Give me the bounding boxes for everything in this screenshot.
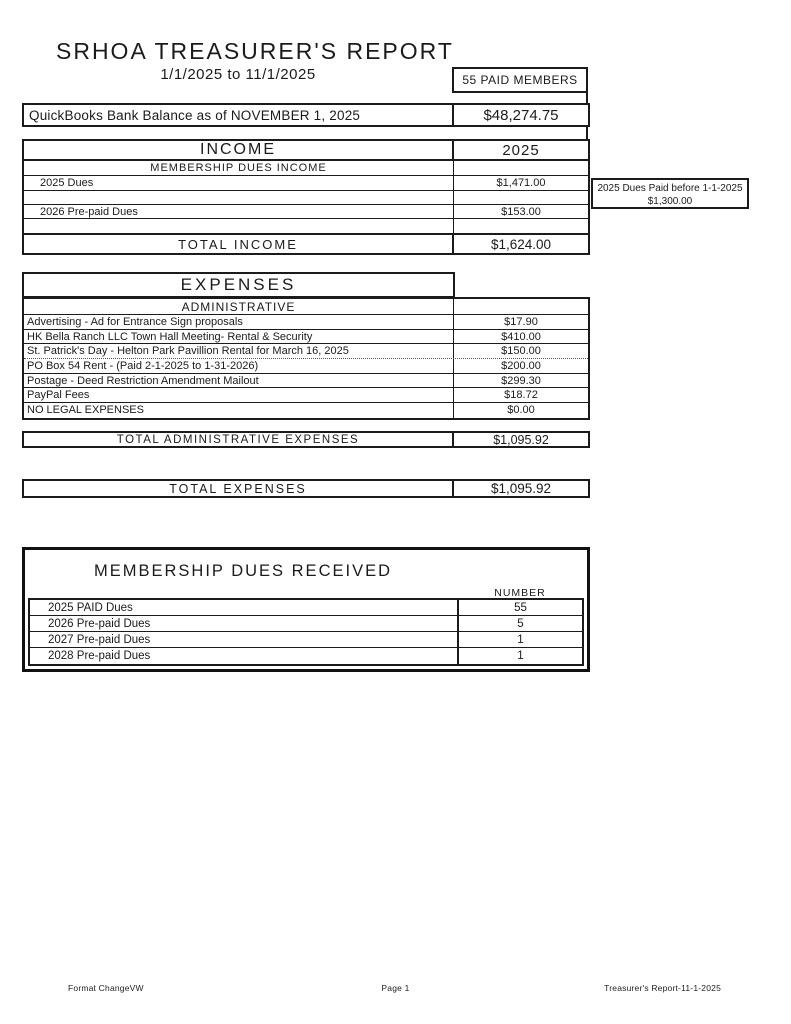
dues-row (30, 616, 582, 632)
total-income-row (24, 233, 588, 253)
footer-page-number: Page 1 (381, 983, 410, 993)
expense-value: $150.00 (501, 345, 541, 358)
date-range: 1/1/2025 to 11/1/2025 (160, 66, 316, 83)
expense-label: St. Patrick's Day - Helton Park Pavillion Rental for March 16, 2025 (24, 344, 454, 358)
dues-row-label: 2026 Pre-paid Dues (30, 616, 459, 631)
income-row-label: 2025 Dues (24, 176, 454, 190)
total-expenses-value: $1,095.92 (490, 481, 552, 496)
empty-cell (454, 299, 588, 314)
expense-row (24, 344, 588, 359)
income-title: INCOME (24, 141, 454, 159)
expense-label: NO LEGAL EXPENSES (24, 403, 454, 418)
income-header-row (22, 139, 590, 161)
expense-value: $18.72 (504, 389, 538, 402)
income-row (24, 176, 588, 191)
dues-row-value: 5 (517, 617, 524, 630)
expense-row (24, 403, 588, 418)
dues-number-column-header: NUMBER (494, 587, 546, 599)
income-subheader-row (24, 161, 588, 176)
expense-value: $0.00 (507, 404, 535, 417)
expense-label: Postage - Deed Restriction Amendment Mailout (24, 374, 454, 388)
expenses-subheader: ADMINISTRATIVE (24, 299, 454, 314)
dues-row-label: 2028 Pre-paid Dues (30, 648, 459, 664)
total-expenses-row (22, 479, 590, 498)
dues-row-label: 2027 Pre-paid Dues (30, 632, 459, 647)
paid-members-box: 55 PAID MEMBERS (452, 67, 588, 93)
expense-label: Advertising - Ad for Entrance Sign proposals (24, 315, 454, 329)
expense-label: HK Bella Ranch LLC Town Hall Meeting- Rental & Security (24, 330, 454, 344)
income-subheader: MEMBERSHIP DUES INCOME (24, 161, 454, 175)
total-admin-expenses-row (22, 431, 590, 448)
expense-row (24, 315, 588, 330)
income-note-line2: $1,300.00 (647, 196, 693, 207)
expense-label: PayPal Fees (24, 388, 454, 402)
column-connector-line (586, 93, 588, 103)
income-table (22, 139, 590, 255)
income-row-label: 2026 Pre-paid Dues (24, 205, 454, 218)
bank-balance-value: $48,274.75 (483, 106, 559, 124)
dues-received-table (28, 598, 584, 666)
dues-row-label: 2025 PAID Dues (30, 600, 459, 615)
income-row-value: $1,471.00 (496, 177, 546, 189)
dues-received-title: MEMBERSHIP DUES RECEIVED (94, 562, 392, 580)
bank-balance-label: QuickBooks Bank Balance as of NOVEMBER 1, 2025 (24, 105, 454, 125)
expense-row (24, 388, 588, 403)
expense-label: PO Box 54 Rent - (Paid 2-1-2025 to 1-31-2026) (24, 359, 454, 373)
expense-value: $17.90 (504, 315, 538, 328)
footer-document-name: Treasurer's Report-11-1-2025 (604, 983, 721, 993)
expense-value: $410.00 (501, 330, 541, 343)
empty-cell (454, 161, 588, 175)
expense-row (24, 374, 588, 389)
expense-row (24, 330, 588, 345)
column-connector-line (586, 127, 588, 139)
empty-row (24, 191, 588, 205)
expenses-table (22, 297, 590, 420)
dues-row (30, 600, 582, 616)
total-income-value: $1,624.00 (490, 236, 552, 252)
expense-value: $299.30 (501, 374, 541, 387)
total-admin-expenses-label: TOTAL ADMINISTRATIVE EXPENSES (24, 433, 454, 446)
dues-row-value: 55 (514, 601, 527, 614)
income-row-value: $153.00 (501, 205, 541, 218)
total-expenses-label: TOTAL EXPENSES (24, 481, 454, 496)
empty-row (24, 219, 588, 233)
bank-balance-row (22, 103, 590, 127)
expense-value: $200.00 (501, 359, 541, 372)
expenses-subheader-row (24, 299, 588, 315)
footer-left-note: Format ChangeVW (68, 983, 144, 993)
income-row (24, 205, 588, 219)
total-admin-expenses-value: $1,095.92 (493, 432, 549, 447)
expenses-header-box: EXPENSES (22, 272, 455, 298)
dues-row (30, 648, 582, 664)
dues-row-value: 1 (517, 650, 524, 662)
expense-row (24, 359, 588, 374)
income-body (22, 161, 590, 255)
dues-row (30, 632, 582, 648)
income-year: 2025 (502, 141, 540, 159)
dues-received-box (22, 547, 590, 672)
report-title: SRHOA TREASURER'S REPORT (56, 38, 454, 64)
income-note-line1: 2025 Dues Paid before 1-1-2025 (597, 183, 743, 194)
total-income-label: TOTAL INCOME (24, 235, 454, 253)
dues-row-value: 1 (517, 633, 524, 646)
income-note-box (591, 178, 749, 209)
